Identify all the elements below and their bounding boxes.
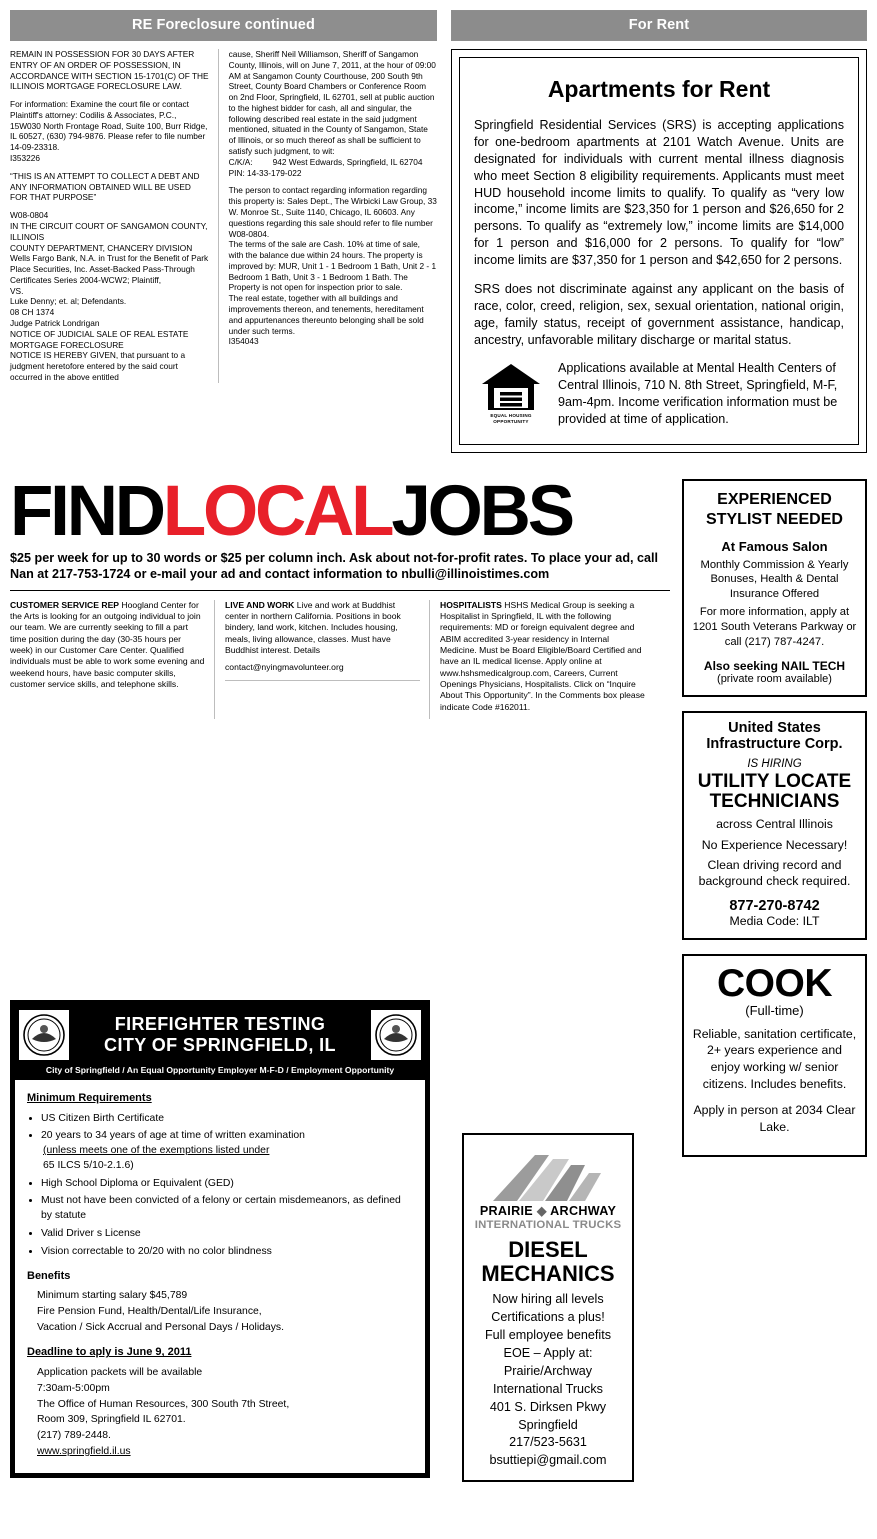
usic-requirement-1: No Experience Necessary! xyxy=(701,837,848,852)
stylist-ad-also-seeking xyxy=(692,659,857,685)
deadline-block xyxy=(27,1345,413,1459)
legal-case-id: I353226 xyxy=(10,153,40,164)
requirement-item: • High School Diploma or Equivalent (GED) xyxy=(41,1177,413,1192)
job-body: Live and work at Buddhist center in northern California. Positions in book bindery, land work, kitchen. Includes housing, meals, living allowance, classes. Must have Buddhist interest. Details xyxy=(225,599,401,656)
jobs-masthead-title xyxy=(10,471,670,551)
legal-defendant: Luke Denny; et. al; Defendants. xyxy=(10,296,127,307)
rent-ad-paragraph: SRS does not discriminate against any applicant on the basis of race, color, creed, religion, sex, sexual orientation, national origin, age, family status, receipt of government assistance, handicap, ancestry, unfavorable military discharge or marital status. xyxy=(473,281,844,347)
prairie-name-part1: PRAIRIE xyxy=(479,1204,533,1218)
city-seal-icon-left xyxy=(19,1010,69,1060)
prairie-ad-line: Now hiring all levels xyxy=(492,1292,604,1307)
benefits-block xyxy=(27,1269,413,1336)
firefighter-ad-title-line2: CITY OF SPRINGFIELD, IL xyxy=(104,1035,336,1055)
stylist-ad-body: Monthly Commission & Yearly Bonuses, Health & Dental Insurance Offered xyxy=(700,558,849,600)
ckka-label: C/K/A: xyxy=(228,156,253,167)
prairie-archway-ad xyxy=(462,1133,634,1482)
house-icon xyxy=(474,362,548,412)
legal-pin: PIN: 14-33-179-022 xyxy=(228,167,302,178)
masthead-local: LOCAL xyxy=(162,471,392,551)
legal-judge: Judge Patrick Londrigan xyxy=(10,317,100,328)
usic-media-code: Media Code: ILT xyxy=(729,913,820,928)
job-body: Hoogland Center for the Arts is looking for an outgoing individual to join our team. We are currently seeking to fill a part time position during the day (30-35 hours per week) in our Customer Care Center. Qualified individuals must be able to work some evening and weekend hours, have basic computer skills, customer service skills, and telephone skills. xyxy=(10,599,205,690)
legal-column-2 xyxy=(229,49,437,383)
benefit-item: Vacation / Sick Accrual and Personal Days / Holidays. xyxy=(37,1321,284,1333)
cook-ad-subtitle: (Full-time) xyxy=(745,1002,804,1018)
rent-ad-title: Apartments for Rent xyxy=(547,76,771,102)
apartments-for-rent-ad xyxy=(451,49,867,453)
legal-paragraph: NOTICE IS HEREBY GIVEN, that pursuant to a judgment heretofore entered by the said court occurred in the above entitled xyxy=(10,350,186,382)
job-body: HSHS Medical Group is seeking a Hospitalist in Springfield, IL with the following requirements: MD or foreign equivalent degree and ABIM accredited 3-year residency in Internal Medicine. Must be Board Eligible/Board Certified and have an IL medical license. Apply online at www.hshsmedicalgroup.com, Careers, Current Openings Physicians, Hospitalists. Click on “Inquire About This Opportunity”. In the Comments box please indicate Code #162011. xyxy=(440,599,645,712)
job-listings xyxy=(10,600,670,719)
prairie-archway-name: PRAIRIE ◆ ARCHWAY INTERNATIONAL TRUCKS xyxy=(470,1205,626,1231)
legal-plaintiff: Wells Fargo Bank, N.A. in Trust for the Benefit of Park Place Securities, Inc. Asset-Backed Pass-Through Certificates Series 2004-WCW2; Plaintiff, xyxy=(10,253,209,285)
firefighter-website-link[interactable]: www.springfield.il.us xyxy=(37,1445,131,1457)
prairie-ad-line: 401 S. Dirksen Pkwy xyxy=(489,1399,607,1414)
deadline-heading: Deadline to aply is June 9, 2011 xyxy=(27,1346,192,1359)
usic-company-line2: Infrastructure Corp. xyxy=(706,736,843,752)
legal-paragraph: cause, Sheriff Neil Williamson, Sheriff of Sangamon County, Illinois, will on June 7, 2011, at the hour of 09:00 AM at Sangamon County Courthouse, 200 South 9th Street, County Board Chambers or Conference Room on 2nd Floor, Springfield, IL 62701, sell at public auction to the highest bidder for cash, all and singular, the following described real estate in the said judgment mentioned, situated in the County of Sangamon, State of Illinois, or so much thereof as shall be sufficient to satisfy such judgment, to wit: xyxy=(228,49,436,157)
benefits-heading: Benefits xyxy=(27,1269,71,1282)
top-section xyxy=(0,0,877,453)
requirement-item: • Must not have been convicted of a felony or certain misdemeanors, as defined by statute xyxy=(41,1194,413,1224)
usic-company-line1: United States xyxy=(728,720,821,737)
legal-notice-title: NOTICE OF JUDICIAL SALE OF REAL ESTATE xyxy=(10,328,189,339)
legal-case-number: 08 CH 1374 xyxy=(10,307,55,318)
right-rail-ads xyxy=(682,479,867,1171)
prairie-ad-line: Prairie/Archway xyxy=(503,1363,593,1378)
stylist-ad-title-line2: STYLIST NEEDED xyxy=(706,510,843,528)
legal-notice-body xyxy=(10,49,437,383)
minimum-requirements-heading: Minimum Requirements xyxy=(27,1092,152,1104)
legal-case-id: I354043 xyxy=(228,336,259,347)
requirement-item: • Valid Driver s License xyxy=(41,1227,413,1242)
firefighter-ad-title-line1: FIREFIGHTER TESTING xyxy=(114,1013,326,1034)
deadline-line: Application packets will be available xyxy=(37,1367,203,1379)
usic-area: across Central Illinois xyxy=(716,816,833,831)
cook-ad xyxy=(682,954,867,1158)
masthead-jobs: JOBS xyxy=(391,471,572,551)
prairie-ad-line: International Trucks xyxy=(493,1381,603,1396)
usic-is-hiring: IS HIRING xyxy=(747,757,802,770)
equal-housing-opportunity-logo xyxy=(474,360,548,424)
deadline-line: Room 309, Springfield IL 62701. xyxy=(37,1414,186,1426)
benefit-item: Minimum starting salary $45,789 xyxy=(37,1290,188,1302)
prairie-ad-line: Springfield xyxy=(518,1417,578,1432)
stylist-ad-title-line1: EXPERIENCED xyxy=(717,490,832,508)
usic-ad xyxy=(682,711,867,940)
also-seeking-text: Also seeking NAIL TECH xyxy=(703,659,846,674)
section-header-for-rent: For Rent xyxy=(451,10,867,41)
job-title: LIVE AND WORK xyxy=(225,599,295,610)
legal-paragraph: For information: Examine the court file or contact Plaintiff's attorney: Codilis & Associates, P.C., 15W030 North Frontage Road, Suite 100, Burr Ridge, IL 60527, (630) 794-9876. Please refer to file number 14-09-23318. xyxy=(10,99,208,153)
legal-division: COUNTY DEPARTMENT, CHANCERY DIVISION xyxy=(10,242,193,253)
rent-ad-footer-text: Applications available at Mental Health Centers of Central Illinois, 710 N. 8th Street, Springfield, M-F, 9am-4pm. Income verification information must be provided at time of application. xyxy=(557,361,838,426)
prairie-ad-title-line2: MECHANICS xyxy=(481,1261,615,1287)
requirement-item: • Vision correctable to 20/20 with no color blindness xyxy=(41,1245,413,1260)
job-listing xyxy=(225,600,430,719)
legal-paragraph: The person to contact regarding information regarding this property is: Sales Dept., The Wirbicki Law Group, 33 W. Monroe St., Suite 1140, Chicago, IL 60603. Any questions regarding this sale should refer to file number W08-0804. xyxy=(228,185,437,239)
prairie-ad-line: EOE – Apply at: xyxy=(503,1346,593,1361)
masthead-find: FIND xyxy=(10,471,163,551)
cook-ad-title: COOK xyxy=(717,961,832,1005)
legal-property-address xyxy=(229,157,437,168)
usic-phone[interactable]: 877-270-8742 xyxy=(729,897,820,914)
prairie-ad-line: Certifications a plus! xyxy=(491,1310,605,1325)
prairie-ad-line: Full employee benefits xyxy=(484,1328,611,1343)
firefighter-testing-ad xyxy=(10,1000,430,1478)
usic-role-line2: TECHNICIANS xyxy=(709,790,840,812)
city-seal-icon-right xyxy=(371,1010,421,1060)
jobs-rate-info: $25 per week for up to 30 words or $25 per column inch. Ask about not-for-profit rates. To place your ad, call Nan at 217-753-1724 or e-mail your ad and contact information to nbulli@illinoistimes.com xyxy=(10,551,670,590)
prairie-archway-logo-icon xyxy=(470,1143,626,1205)
requirement-item xyxy=(41,1129,413,1173)
legal-notice-subtitle: MORTGAGE FORECLOSURE xyxy=(10,339,124,350)
legal-column-1 xyxy=(10,49,219,383)
requirement-item: • US Citizen Birth Certificate xyxy=(41,1112,413,1127)
prairie-ad-title-line1: DIESEL xyxy=(508,1237,588,1263)
eho-label: EQUAL HOUSING OPPORTUNITY xyxy=(490,413,532,425)
job-contact-email[interactable]: contact@nyingmavolunteer.org xyxy=(225,662,344,673)
section-header-foreclosure: RE Foreclosure continued xyxy=(10,10,437,41)
prairie-ad-phone[interactable]: 217/523-5631 xyxy=(509,1435,587,1450)
prairie-name-part3: INTERNATIONAL TRUCKS xyxy=(474,1218,622,1231)
legal-file-number: W08-0804 xyxy=(10,210,49,221)
requirement-note-1: (unless meets one of the exemptions listed under xyxy=(43,1145,270,1157)
stylist-ad-salon: At Famous Salon xyxy=(721,538,828,554)
requirement-note-2: 65 ILCS 5/10-2.1.6) xyxy=(43,1159,134,1171)
deadline-line: (217) 789-2448. xyxy=(37,1430,111,1442)
usic-role-line1: UTILITY LOCATE xyxy=(697,770,852,792)
job-listing xyxy=(440,600,645,719)
firefighter-ad-eo-line: City of Springfield / An Equal Opportunity Employer M-F-D / Employment Opportunity xyxy=(15,1062,425,1081)
job-title: CUSTOMER SERVICE REP xyxy=(10,599,120,610)
ckka-value: 942 West Edwards, Springfield, IL 62704 xyxy=(272,156,423,167)
foreclosure-column xyxy=(10,10,437,453)
job-listing xyxy=(10,600,215,719)
legal-court: IN THE CIRCUIT COURT OF SANGAMON COUNTY, ILLINOIS xyxy=(10,220,208,242)
usic-requirement-2: Clean driving record and background check required. xyxy=(698,858,851,889)
stylist-ad xyxy=(682,479,867,697)
prairie-ad-email[interactable]: bsuttiepi@gmail.com xyxy=(489,1453,607,1468)
requirement-text: 20 years to 34 years of age at time of written examination xyxy=(41,1130,305,1142)
also-seeking-note: (private room available) xyxy=(717,673,832,686)
rent-ad-paragraph: Springfield Residential Services (SRS) is accepting applications for one-bedroom apartments at 2101 Watch Avenue. Units are designated for individuals with current mental illness diagnosis who meet Section 8 eligibility requirements. Applicants must meet HUD household income limits to qualify. To qualify as “very low income,” income limits are $23,350 for 1 person and $26,650 for 2 persons. To qualify as “extremely low,” income limits are $14,000 for 1 person and $16,000 for 2 persons. To qualify for “low” income limits are $37,350 for 1 person and $42,650 for 2 persons. xyxy=(473,118,844,267)
prairie-name-part2: ARCHWAY xyxy=(550,1204,617,1218)
legal-vs: VS. xyxy=(10,285,24,296)
deadline-line: The Office of Human Resources, 300 South 7th Street, xyxy=(37,1398,290,1410)
stylist-ad-apply: For more information, apply at 1201 South Veterans Parkway or call (217) 787-4247. xyxy=(692,606,857,648)
cook-ad-apply: Apply in person at 2034 Clear Lake. xyxy=(693,1103,856,1134)
legal-paragraph: The terms of the sale are Cash. 10% at time of sale, with the balance due within 24 hours. The property is improved by: MUR, Unit 1 - 1 Bedroom 1 Bath, Unit 2 - 1 Bedroom 1 Bath, Unit 3 - 1 Bedroom 1 Bath. The Property is not open for inspection prior to sale. xyxy=(228,239,437,293)
benefit-item: Fire Pension Fund, Health/Dental/Life Insurance, xyxy=(37,1305,262,1317)
legal-paragraph: The real estate, together with all buildings and improvements thereon, and tenements, hereditament and appurtenances thereunto belonging shall be sold under such terms. xyxy=(228,293,424,336)
deadline-line: 7:30am-5:00pm xyxy=(37,1382,110,1394)
for-rent-column xyxy=(451,10,867,453)
legal-paragraph: “THIS IS AN ATTEMPT TO COLLECT A DEBT AND ANY INFORMATION OBTAINED WILL BE USED FOR THAT PURPOSE” xyxy=(10,170,200,203)
legal-paragraph: REMAIN IN POSSESSION FOR 30 DAYS AFTER ENTRY OF AN ORDER OF POSSESSION, IN ACCORDANCE WITH SECTION 15-1701(C) OF THE ILLINOIS MORTGAGE FORECLOSURE LAW. xyxy=(10,49,209,92)
job-title: HOSPITALISTS xyxy=(440,599,502,610)
cook-ad-body: Reliable, sanitation certificate, 2+ years experience and enjoy working w/ senior citizens. Includes benefits. xyxy=(692,1026,857,1091)
